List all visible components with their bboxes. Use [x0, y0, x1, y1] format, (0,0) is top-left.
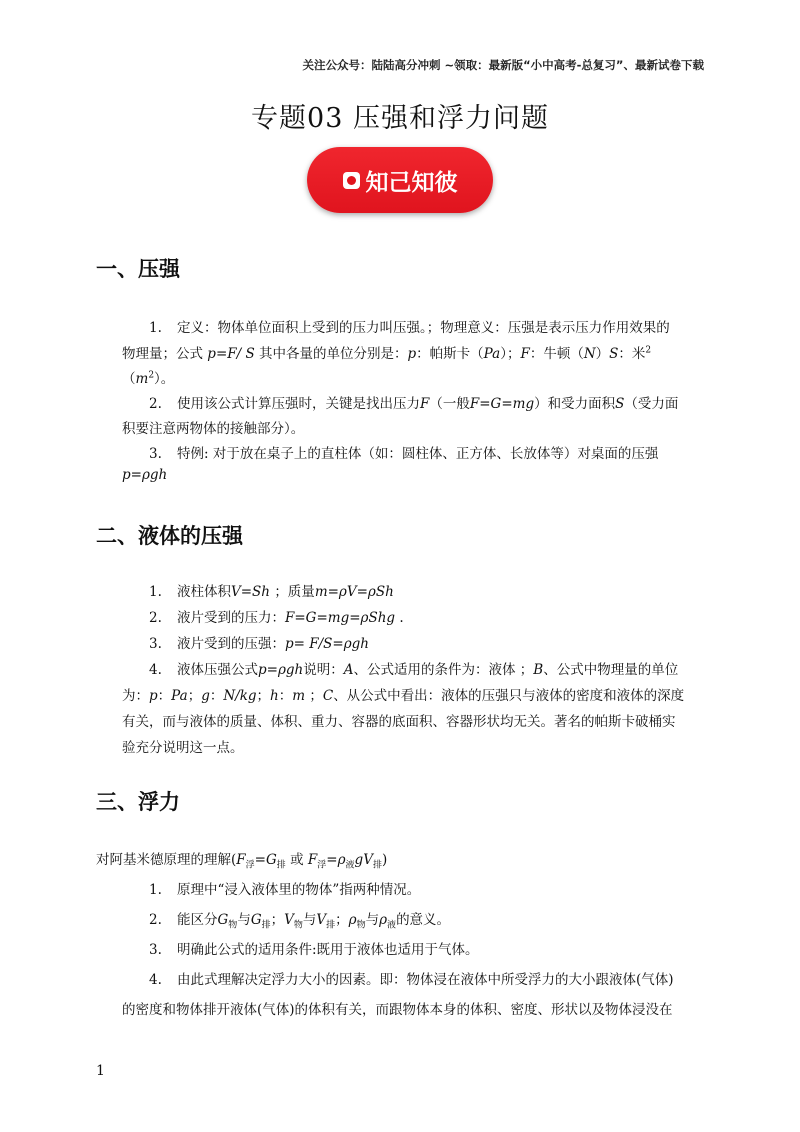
s3-item3: 3. 明确此公式的适用条件:既用于液体也适用于气体。: [149, 942, 479, 958]
s3-intro: 对阿基米德原理的理解($F_浮=G_排$ 或 $F_浮=\rho_液gV_排$): [96, 852, 388, 871]
s2-item3: 3. 液片受到的压强：p= F/S=ρgh: [149, 636, 369, 652]
header-note: 关注公众号：陆陆高分冲刺 ~领取：最新版“小中高考-总复习”、最新试卷下载: [302, 58, 704, 72]
s3-item4-line1: 4. 由此式理解决定浮力大小的因素。即：物体浸在液体中所受浮力的大小跟液体(气体): [149, 972, 674, 988]
section-heading-pressure: 一、压强: [96, 257, 180, 281]
page-title: 专题03 压强和浮力问题: [251, 103, 549, 134]
section-heading-buoyancy: 三、浮力: [96, 790, 180, 814]
section-heading-liquid-pressure: 二、液体的压强: [96, 524, 243, 548]
s2-item4-line1: 4. 液体压强公式p=ρgh说明：A、公式适用的条件为：液体 ；B、公式中物理量的单位: [149, 662, 679, 678]
s1-item1-line1: 1. 定义：物体单位面积上受到的压力叫压强。；物理意义：压强是表示压力作用效果的: [149, 320, 670, 336]
s1-item3-line1: 3. 特例: 对于放在桌子上的直柱体（如：圆柱体、正方体、长放体等）对桌面的压强: [149, 446, 659, 462]
s1-item2-line1: 2. 使用该公式计算压强时，关键是找出压力F（一般F=G=mg）和受力面积S（受力面: [149, 396, 679, 412]
s2-item4-line3: 有关，而与液体的质量、体积、重力、容器的底面积、容器形状均无关。著名的帕斯卡破桶实: [122, 714, 676, 730]
s1-item1-line2: 物理量；公式 p=F/ S 其中各量的单位分别是：p：帕斯卡（Pa）；F：牛顿（N）S：米$^2$: [122, 345, 652, 362]
s2-item4-line4: 验充分说明这一点。: [122, 740, 244, 756]
s1-item3-line2: p=ρgh: [122, 467, 168, 483]
s2-item2: 2. 液片受到的压力：F=G=mg=ρShg .: [149, 610, 404, 626]
s1-item2-line2: 积要注意两物体的接触部分）。: [122, 421, 305, 437]
zhijizhibi-badge: [307, 147, 493, 213]
s1-item1-line3: $(m^2)$。: [122, 370, 175, 387]
s3-item1: 1. 原理中“浸入液体里的物体”指两种情况。: [149, 882, 421, 898]
s3-item4-line2: 的密度和物体排开液体(气体)的体积有关，而跟物体本身的体积、密度、形状以及物体浸没在: [122, 1002, 673, 1018]
s3-item2: 2. 能区分$G_物$与$G_排$；$V_物$与$V_排$；$\rho_物$与$\rho_液$的意义。: [149, 912, 451, 931]
badge-logo-icon: [343, 172, 360, 189]
badge-label: 知己知彼: [365, 169, 458, 196]
s2-item1: 1. 液柱体积V=Sh ；质量m=ρV=ρSh: [149, 584, 394, 600]
s2-item4-line2: 为：p：Pa；g：N/kg；h：m ；C、从公式中看出：液体的压强只与液体的密度和液体的深度: [122, 688, 685, 704]
page-number: 1: [96, 1063, 105, 1079]
